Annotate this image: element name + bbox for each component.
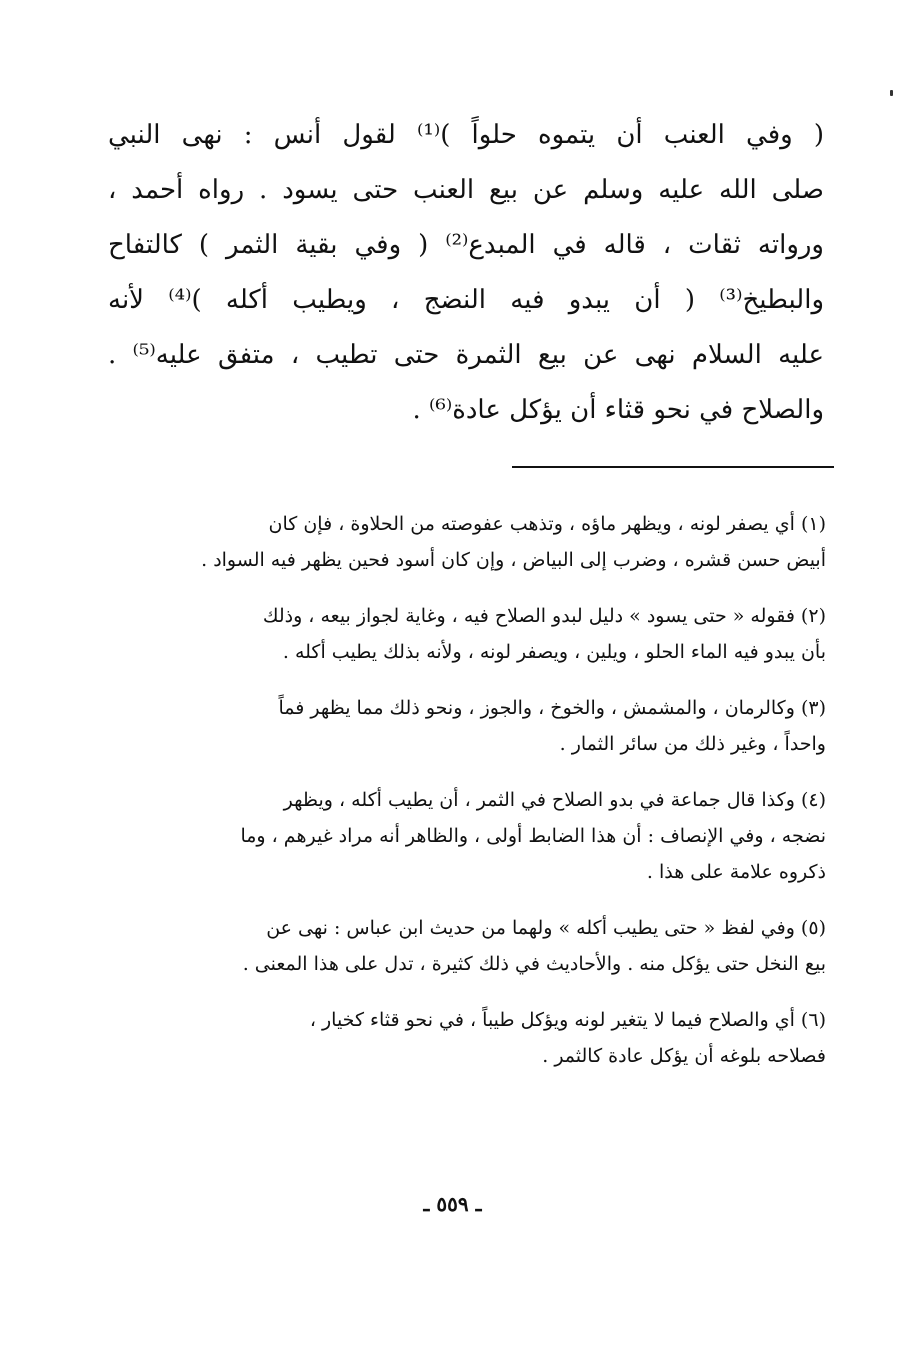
- footnote-line: بيع النخل حتى يؤكل منه . والأحاديث في ذلك كثيرة ، تدل على هذا المعنى .: [242, 953, 826, 975]
- main-text-line: عليه السلام نهى عن بيع الثمرة حتى تطيب ، متفق عليه⁽⁵⁾ .: [108, 340, 824, 370]
- footnote-line: (٤) وكذا قال جماعة في بدو الصلاح في الثمر ، أن يطيب أكله ، ويظهر: [283, 789, 826, 811]
- footnote-line: فصلاحه بلوغه أن يؤكل عادة كالثمر .: [542, 1045, 826, 1067]
- footnote-line: واحداً ، وغير ذلك من سائر الثمار .: [559, 733, 826, 755]
- footnote-line: ذكروه علامة على هذا .: [646, 861, 826, 883]
- footnote-6: [104, 1002, 826, 1074]
- footnote-line: (٥) وفي لفظ « حتى يطيب أكله » ولهما من حديث ابن عباس : نهى عن: [266, 917, 826, 939]
- main-text-line: والبطيخ⁽³⁾ ( أن يبدو فيه النضج ، ويطيب أكله )⁽⁴⁾ لأنه: [108, 285, 824, 315]
- footnote-line: بأن يبدو فيه الماء الحلو ، ويلين ، ويصفر لونه ، ولأنه بذلك يطيب أكله .: [282, 641, 826, 663]
- footnote-line: نضجه ، وفي الإنصاف : أن هذا الضابط أولى ، والظاهر أنه مراد غيرهم ، وما: [240, 825, 826, 847]
- page-number: ـ ٥٥٩ ـ: [423, 1192, 482, 1216]
- footnote-line: (١) أي يصفر لونه ، ويظهر ماؤه ، وتذهب عفوصته من الحلاوة ، فإن كان: [268, 513, 826, 535]
- main-text-line: ( وفي العنب أن يتموه حلواً )⁽¹⁾ لقول أنس : نهى النبي: [108, 120, 824, 150]
- footnote-line: (٣) وكالرمان ، والمشمش ، والخوخ ، والجوز ، ونحو ذلك مما يظهر فماً: [278, 697, 826, 719]
- main-text-line: والصلاح في نحو قثاء أن يؤكل عادة⁽⁶⁾ .: [412, 395, 824, 425]
- footnotes-block: [104, 506, 826, 1094]
- footnote-separator: [512, 466, 834, 468]
- footnote-4: [104, 782, 826, 890]
- main-text-line: صلى الله عليه وسلم عن بيع العنب حتى يسود . رواه أحمد ،: [108, 175, 824, 205]
- footnote-3: [104, 690, 826, 762]
- scan-speck: [890, 90, 893, 96]
- footnote-line: (٢) فقوله « حتى يسود » دليل لبدو الصلاح فيه ، وغاية لجواز بيعه ، وذلك: [262, 605, 826, 627]
- main-text-block: [108, 108, 824, 438]
- main-text-line: ورواته ثقات ، قاله في المبدع⁽²⁾ ( وفي بقية الثمر ) كالتفاح: [108, 230, 824, 260]
- footnote-1: [104, 506, 826, 578]
- footnote-line: (٦) أي والصلاح فيما لا يتغير لونه ويؤكل طيباً ، في نحو قثاء كخيار ،: [309, 1009, 826, 1031]
- footnote-2: [104, 598, 826, 670]
- footnote-5: [104, 910, 826, 982]
- footnote-line: أبيض حسن قشره ، وضرب إلى البياض ، وإن كان أسود فحين يظهر فيه السواد .: [201, 549, 826, 571]
